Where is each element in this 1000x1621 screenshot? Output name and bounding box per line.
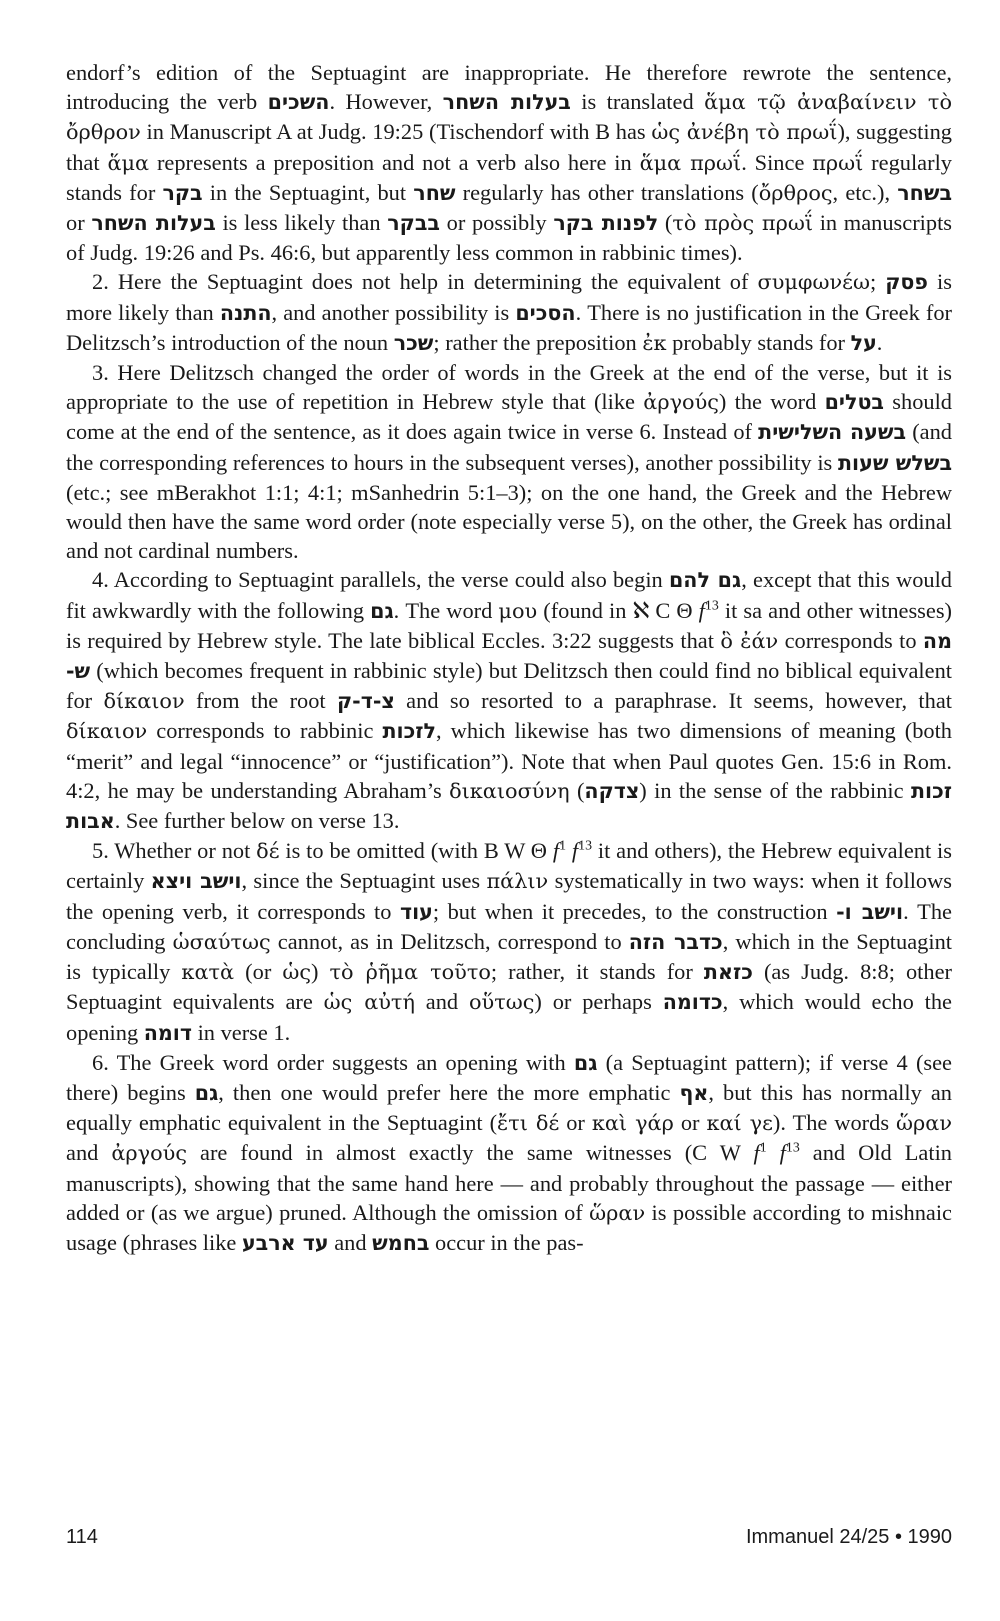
text-run: endorf’s edition of the Septuagint are inappropriate. He therefore rewrote the sentence, introducing the verb — [66, 60, 952, 115]
text-run: . See further below on verse 13. — [114, 808, 400, 834]
greek-term: μου — [498, 598, 538, 623]
greek-term: ἅμα τῷ ἀναβαίνειν τὸ ὄρθρον — [66, 90, 952, 145]
text-run: (as Judg. 8:8; other Septuagint equivalents are — [66, 959, 952, 1015]
text-run: and — [66, 1140, 112, 1166]
paragraph — [66, 565, 952, 836]
hebrew-term: שכר — [393, 330, 434, 355]
hebrew-term: הסכים — [515, 300, 576, 325]
text-run: or — [66, 210, 92, 236]
hebrew-term: גם — [194, 1080, 219, 1105]
family-number: 13 — [578, 838, 592, 854]
text-run: 3. Here Delitzsch changed the order of words in the Greek at the end of the verse, but it is appropriate to the use of repetition in Hebrew style that (like — [66, 360, 952, 415]
hebrew-term: צ-ד-ק — [337, 689, 395, 714]
text-run: , and another possibility is — [271, 299, 516, 325]
hebrew-term: לזכות — [382, 719, 436, 744]
text-run: . — [876, 329, 883, 355]
text-run: ; — [869, 269, 886, 295]
family-number: 1 — [559, 838, 567, 854]
text-run: and Old Latin manuscripts), showing that the same hand here — and probably throughout the passage — either added or (as we argue) pruned. Although the omission of — [66, 1140, 952, 1225]
text-run: , which in the Septuagint is typically — [66, 928, 952, 985]
hebrew-term: בעלות השחר — [442, 90, 571, 115]
text-run: , since the Septuagint uses — [241, 868, 487, 894]
text-run: 6. The Greek word order suggests an opening with — [92, 1049, 574, 1075]
greek-term: πρωΐ — [812, 150, 864, 175]
greek-term: ὡς ἀνέβη τὸ πρωΐ — [651, 120, 838, 145]
greek-term: ἀργούς — [643, 390, 719, 415]
text-run: . The word — [393, 597, 499, 623]
text-run: , which would echo the opening — [66, 989, 952, 1045]
text-run: is less likely than — [215, 210, 388, 236]
hebrew-term: אף — [679, 1080, 709, 1105]
hebrew-term: דומה — [143, 1020, 192, 1045]
text-run: ( — [658, 210, 673, 236]
hebrew-term: וישב ו- — [836, 899, 904, 924]
page-footer — [66, 1526, 952, 1556]
hebrew-term: כדבר הזה — [628, 929, 723, 954]
hebrew-term: בקר — [162, 180, 203, 205]
greek-term: συμφωνέω — [757, 270, 870, 295]
text-run: ) or perhaps — [534, 989, 663, 1015]
text-run: (or — [234, 959, 283, 985]
greek-term: ὥραν — [896, 1111, 952, 1136]
hebrew-term: בעלות השחר — [91, 211, 216, 236]
body-text — [66, 58, 952, 1258]
greek-term: κατὰ — [181, 960, 235, 985]
page-number: 114 — [66, 1526, 98, 1548]
text-run: is more likely than — [66, 269, 952, 325]
family-number: 13 — [785, 1140, 800, 1156]
text-run: in manuscripts of Judg. 19:26 and Ps. 46:6, but apparently less common in rabbinic times). — [66, 210, 952, 266]
text-run: corresponds to — [778, 627, 923, 653]
text-run: ; rather the preposition — [433, 329, 643, 355]
paragraph — [66, 836, 952, 1047]
greek-term: ὥραν — [589, 1200, 646, 1225]
family-siglum: f — [571, 838, 579, 864]
hebrew-term: כזאת — [703, 960, 753, 985]
text-run: cannot, as in Delitzsch, correspond to — [270, 928, 629, 954]
hebrew-term: בטלים — [824, 390, 884, 415]
paragraph — [66, 358, 952, 565]
text-run: (which becomes frequent in rabbinic style) but Delitzsch then could find no biblical equivalent for — [66, 658, 952, 714]
hebrew-term: עוד — [399, 899, 433, 924]
hebrew-term: זכות אבות — [66, 778, 952, 834]
text-run: and so resorted to a paraphrase. It seems, however, that — [394, 688, 952, 714]
text-run: 2. Here the Septuagint does not help in determining the equivalent of — [92, 269, 758, 295]
greek-term: πάλιν — [486, 869, 549, 894]
text-run: ) in the sense of the rabbinic — [639, 777, 911, 803]
hebrew-term: לפנות בקר — [553, 211, 659, 236]
text-run: in the Septuagint, but — [202, 179, 414, 205]
text-run: . Since — [741, 149, 813, 175]
text-run: . The concluding — [66, 898, 952, 954]
greek-term: ὃ ἐάν — [720, 628, 779, 653]
greek-term: ὡσαύτως — [172, 929, 271, 954]
family-siglum: f — [552, 838, 560, 864]
text-run: is to be omitted (with B W Θ — [279, 838, 553, 864]
greek-term: δίκαιον — [103, 689, 185, 714]
greek-term: ἐκ — [642, 330, 667, 355]
text-run: from the root — [184, 688, 338, 714]
text-run: ; but when it precedes, to the construction — [432, 898, 837, 924]
greek-term: ἀργούς — [111, 1141, 187, 1166]
family-siglum: f — [779, 1140, 786, 1166]
family-siglum: f — [753, 1140, 760, 1166]
text-run: it and others), the Hebrew equivalent is certainly — [66, 838, 952, 894]
hebrew-term: בשלש שעות — [837, 450, 953, 475]
text-run: , except that this would fit awkwardly with the following — [66, 567, 953, 623]
greek-term: ἅμα — [107, 150, 150, 175]
hebrew-term: צדקה — [584, 778, 640, 803]
greek-term: ὄρθρος — [758, 180, 833, 205]
text-run: corresponds to rabbinic — [147, 718, 383, 744]
hebrew-term: וישב ויצא — [150, 869, 242, 894]
greek-term: δίκαιον — [66, 719, 148, 744]
text-run: , etc.), — [832, 179, 898, 205]
hebrew-term: מה ש- — [66, 628, 952, 684]
greek-term: ὡς — [282, 960, 311, 985]
hebrew-term: כדומה — [662, 990, 723, 1015]
hebrew-term: גם — [370, 598, 394, 623]
text-run: regularly has other translations ( — [455, 179, 759, 205]
text-run: ; rather, it stands for — [490, 959, 704, 985]
text-run: , but this has normally an equally emphatic equivalent in the Septuagint ( — [66, 1079, 952, 1136]
family-number: 13 — [704, 598, 719, 614]
hebrew-term: גם — [573, 1050, 598, 1075]
hebrew-term: גם להם — [668, 568, 742, 593]
paragraph — [66, 58, 952, 267]
text-run: , which likewise has two dimensions of meaning (both “merit” and legal “innocence” or “justification”). Note that when Paul quotes Gen. 15:6 in Rom. 4:2, he may be understanding Abraham’s — [66, 718, 953, 803]
greek-term: τὸ ῥῆμα τοῦτο — [329, 960, 491, 985]
text-run: and — [328, 1229, 373, 1255]
greek-term: οὕτως — [469, 990, 535, 1015]
text-run: regularly stands for — [66, 149, 952, 205]
greek-term: δικαιοσύνη — [449, 778, 570, 803]
text-run: ( — [569, 777, 585, 803]
paragraph — [66, 267, 952, 358]
text-run — [767, 1140, 780, 1165]
text-run: should come at the end of the sentence, as it does again twice in verse 6. Instead of — [66, 389, 952, 445]
hebrew-term: בחמש — [372, 1230, 430, 1255]
text-run: ). The words — [772, 1110, 897, 1136]
text-run: 4. According to Septuagint parallels, the verse could also begin — [92, 567, 669, 593]
text-run: (and the corresponding references to hours in the subsequent verses), another possibility is — [66, 419, 952, 475]
greek-term: καί γε — [706, 1111, 773, 1136]
running-title: Immanuel 24/25 • 1990 — [745, 1526, 952, 1548]
hebrew-term: עד ארבע — [241, 1230, 329, 1255]
text-run: and — [414, 989, 469, 1015]
greek-term: ἅμα πρωΐ — [639, 150, 742, 175]
paragraph — [66, 1048, 952, 1258]
family-siglum: f — [698, 597, 705, 623]
greek-term: ὡς αὐτή — [323, 990, 415, 1015]
hebrew-term: שחר — [413, 180, 456, 205]
greek-term: τὸ πρὸς πρωΐ — [672, 211, 814, 236]
text-run: . There is no justification in the Greek for Delitzsch’s introduction of the noun — [66, 299, 952, 355]
text-run: or — [559, 1110, 592, 1136]
text-run: ), suggesting that — [66, 119, 952, 175]
text-run: represents a preposition and not a verb also here in — [149, 149, 640, 175]
text-run: or possibly — [439, 210, 554, 236]
text-run: in verse 1. — [191, 1019, 291, 1045]
text-run: (a Septuagint pattern); if verse 4 (see there) begins — [66, 1049, 952, 1105]
text-run: . However, — [329, 89, 443, 115]
text-run: is translated — [570, 89, 705, 115]
text-run: occur in the pas- — [429, 1229, 584, 1255]
hebrew-term: בשעה השלישית — [758, 420, 907, 445]
hebrew-term: השכים — [267, 90, 330, 115]
family-number: 1 — [759, 1140, 767, 1156]
text-run: it sa and other witnesses) is required by Hebrew style. The late biblical Eccles. 3:22 suggests that — [66, 597, 952, 653]
text-run: in Manuscript A at Judg. 19:25 (Tischendorf with B has — [140, 119, 652, 145]
hebrew-term: על — [850, 330, 877, 355]
text-run: ) — [311, 959, 330, 985]
hebrew-term: בבקר — [387, 211, 440, 236]
text-run: systematically in two ways: when it follows the opening verb, it corresponds to — [66, 868, 953, 924]
text-run: (etc.; see mBerakhot 1:1; 4:1; mSanhedrin 5:1–3); on the one hand, the Greek and the Hebrew would then have the same word order (note especially verse 5), on the other, the Greek has ordinal and not cardinal numbers. — [66, 479, 952, 564]
text-run: or — [673, 1110, 707, 1136]
hebrew-term: התנה — [219, 300, 272, 325]
text-run: is possible according to mishnaic usage (phrases like — [66, 1199, 952, 1255]
text-run: ) the word — [718, 389, 825, 415]
hebrew-term: בשחר — [897, 180, 953, 205]
greek-term: δέ — [256, 839, 280, 864]
text-run: probably stands for — [666, 329, 851, 355]
text-run: are found in almost exactly the same witnesses (C W — [186, 1140, 754, 1166]
text-run: , then one would prefer here the more emphatic — [218, 1079, 680, 1105]
hebrew-term: פסק — [885, 270, 928, 295]
greek-term: καὶ γάρ — [591, 1111, 674, 1136]
text-run: (found in ℵ C Θ — [537, 597, 699, 623]
text-run: 5. Whether or not — [92, 838, 257, 864]
greek-term: ἔτι δέ — [497, 1111, 560, 1136]
